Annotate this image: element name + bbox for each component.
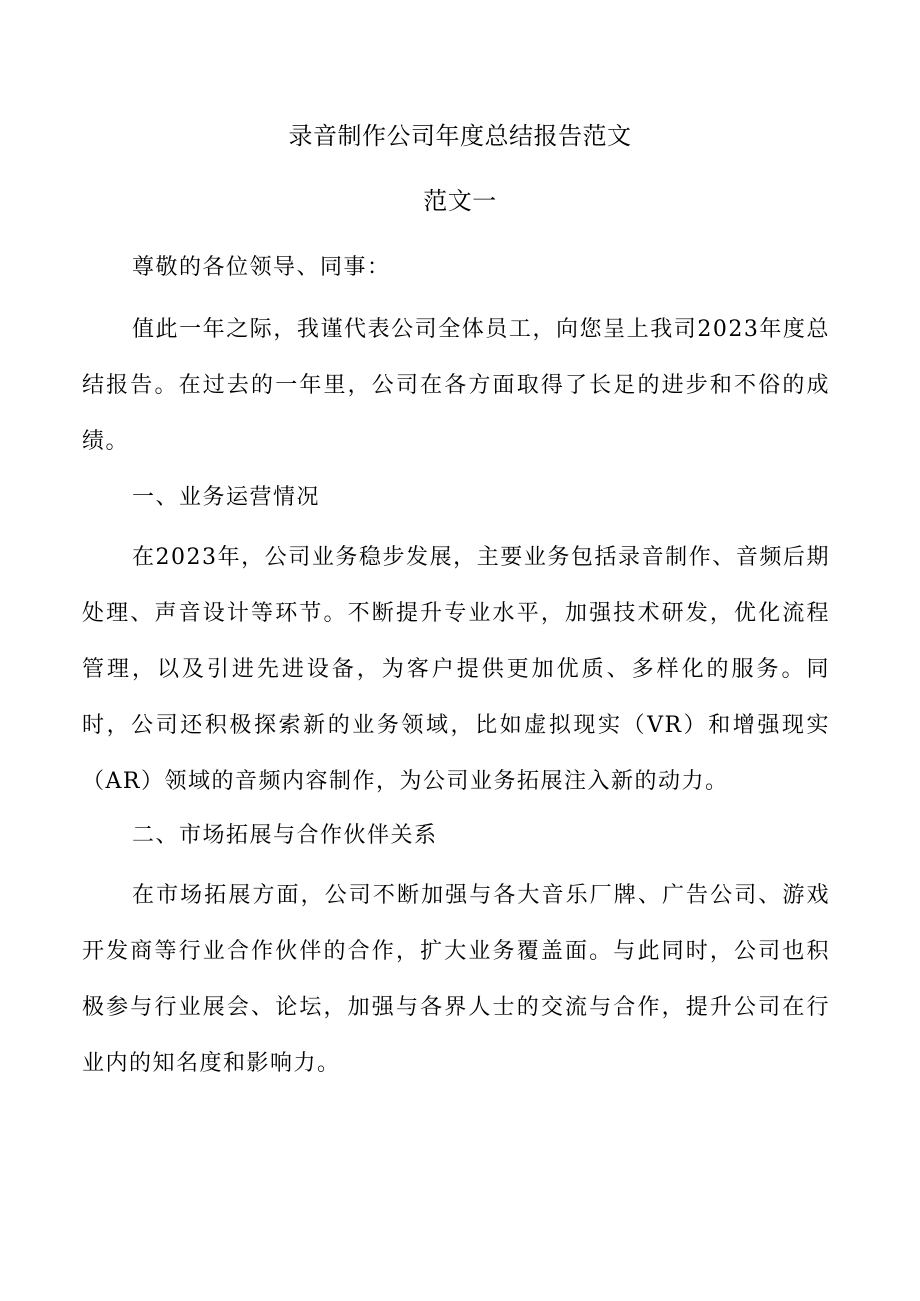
paragraph-business-operations: 在2023年，公司业务稳步发展，主要业务包括录音制作、音频后期处理、声音设计等环节。不断提升专业水平，加强技术研发，优化流程管理，以及引进先进设备，为客户提供更加优质、多样化的服务。同时，公司还积极探索新的业务领域，比如虚拟现实（VR）和增强现实（AR）领域的音频内容制作，为公司业务拓展注入新的动力。	[82, 545, 830, 794]
document-subtitle: 范文一	[423, 187, 497, 215]
salutation: 尊敬的各位领导、同事：	[132, 255, 391, 280]
document-title: 录音制作公司年度总结报告范文	[288, 122, 632, 150]
paragraph-market-expansion: 在市场拓展方面，公司不断加强与各大音乐厂牌、广告公司、游戏开发商等行业合作伙伴的合作，扩大业务覆盖面。与此同时，公司也积极参与行业展会、论坛，加强与各界人士的交流与合作，提升公司在行业内的知名度和影响力。	[82, 883, 830, 1076]
section-heading-business-operations: 一、业务运营情况	[132, 485, 321, 510]
section-heading-market-expansion: 二、市场拓展与合作伙伴关系	[132, 823, 438, 848]
paragraph-intro: 值此一年之际，我谨代表公司全体员工，向您呈上我司2023年度总结报告。在过去的一年里，公司在各方面取得了长足的进步和不俗的成绩。	[82, 317, 830, 454]
